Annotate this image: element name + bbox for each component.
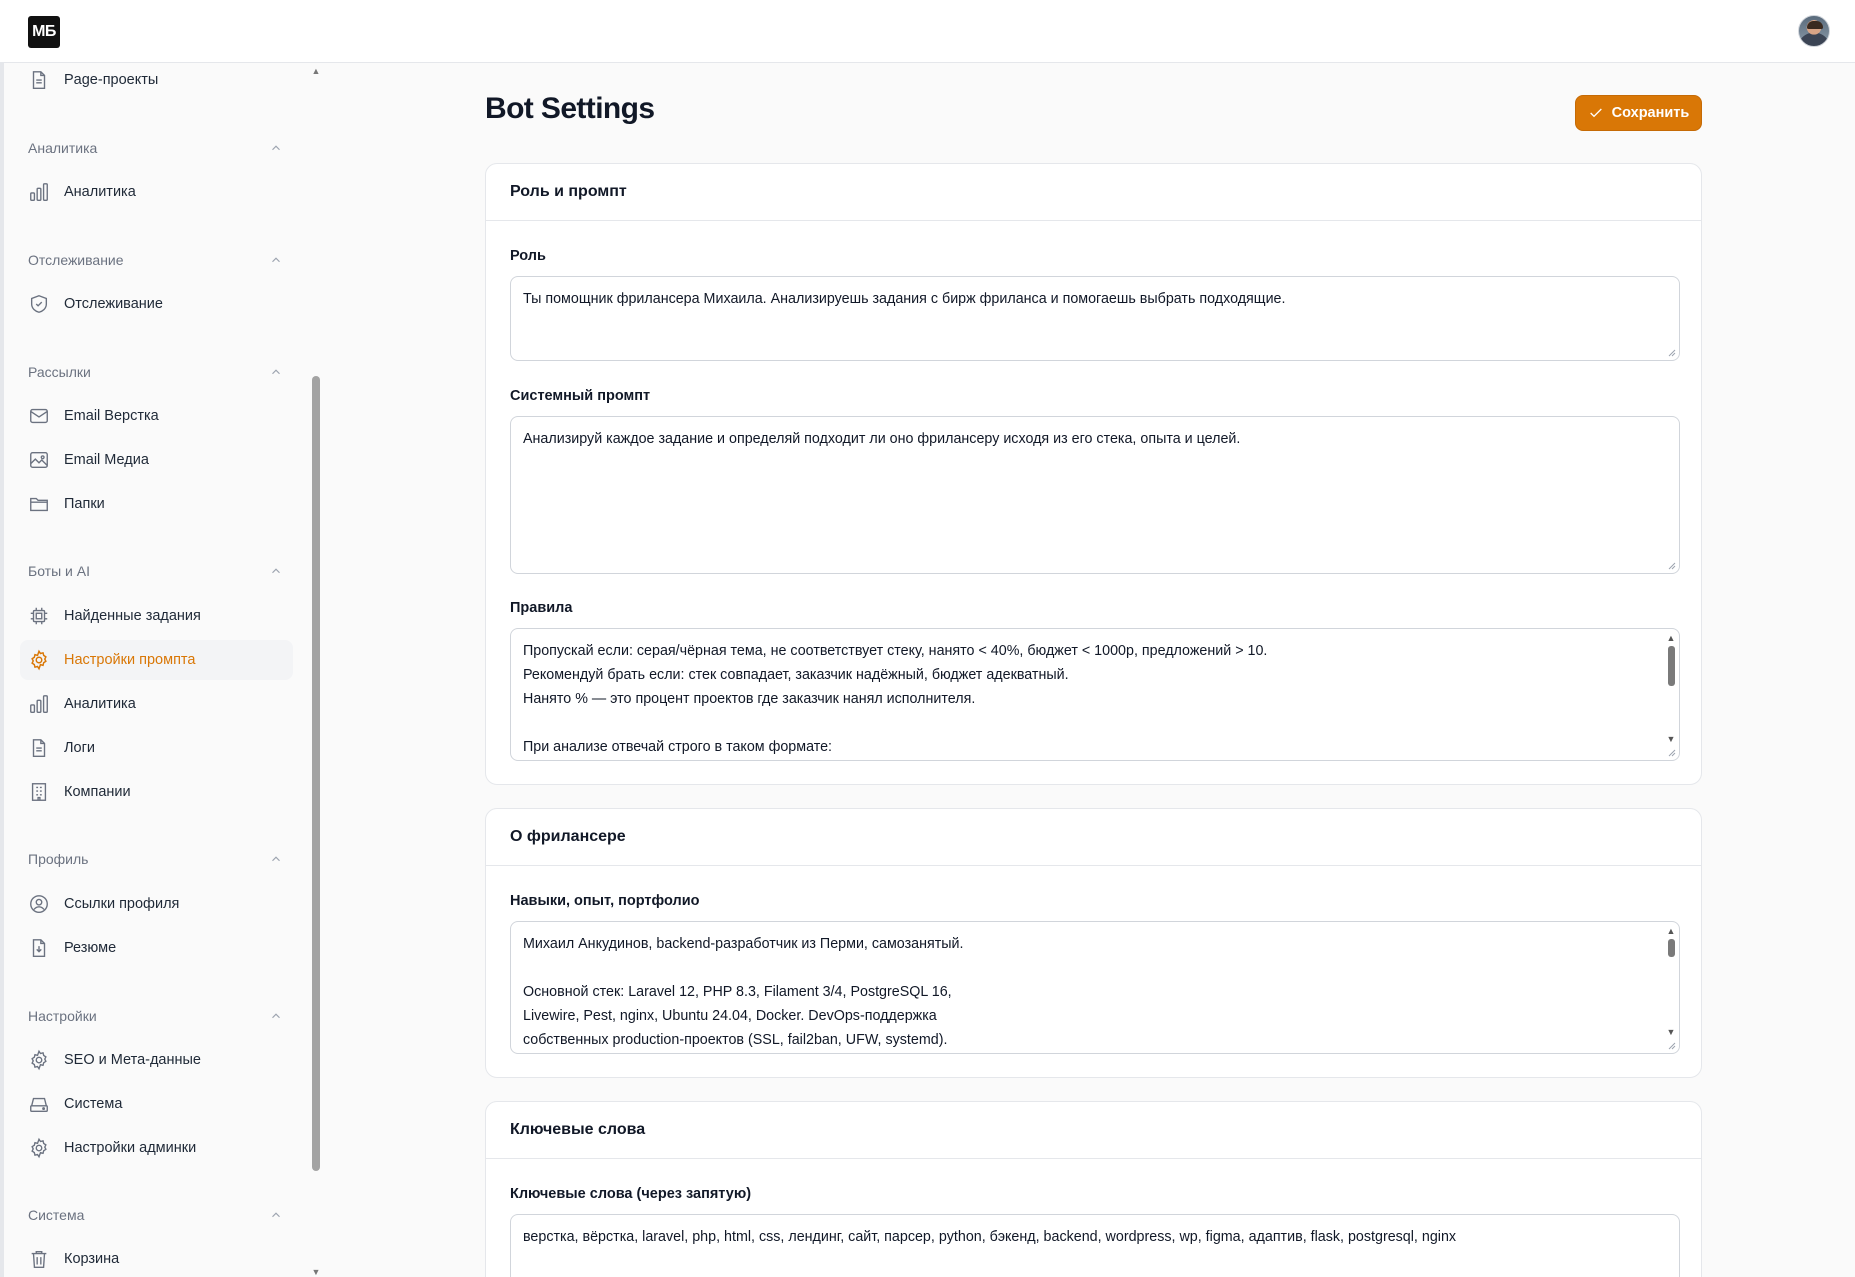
- system-prompt-textarea[interactable]: [510, 416, 1680, 574]
- role-label: Роль: [510, 248, 546, 264]
- sidebar-item-label: Ссылки профиля: [64, 896, 180, 912]
- sidebar-item-label: Аналитика: [64, 184, 136, 200]
- sidebar-group-mailings[interactable]: [28, 361, 283, 383]
- resize-handle-icon[interactable]: [1666, 347, 1676, 357]
- keywords-textarea[interactable]: [510, 1214, 1680, 1277]
- shield-check-icon: [28, 293, 50, 315]
- chevron-up-icon[interactable]: [269, 1208, 283, 1222]
- envelope-icon: [28, 405, 50, 427]
- scroll-down-icon[interactable]: ▼: [1666, 1027, 1676, 1037]
- sidebar-item-label: Найденные задания: [64, 608, 201, 624]
- resize-handle-icon[interactable]: [1666, 747, 1676, 757]
- sidebar-group-analytics[interactable]: [28, 137, 283, 159]
- rules-label: Правила: [510, 600, 573, 616]
- sidebar-item-trash[interactable]: [20, 1240, 293, 1277]
- sidebar-group-bots-ai[interactable]: [28, 560, 283, 582]
- scroll-up-icon[interactable]: ▲: [1666, 633, 1676, 643]
- sidebar-item-system[interactable]: [20, 1084, 293, 1124]
- rules-line: При анализе отвечай строго в таком формате:: [523, 739, 833, 755]
- rules-scroll-thumb[interactable]: [1668, 646, 1675, 686]
- sidebar-item-logs[interactable]: [20, 728, 293, 768]
- sidebar-item-seo[interactable]: [20, 1040, 293, 1080]
- resize-handle-icon[interactable]: [1666, 560, 1676, 570]
- chevron-up-icon[interactable]: [269, 365, 283, 379]
- sidebar-item-label: Настройки промпта: [64, 652, 196, 668]
- folder-icon: [28, 493, 50, 515]
- image-icon: [28, 449, 50, 471]
- keywords-text: верстка, вёрстка, laravel, php, html, css, лендинг, сайт, парсер, python, бэкенд, backend, wordpress, wp, figma, адаптив, flask, postgresql, nginx: [523, 1229, 1457, 1245]
- sidebar-item-profile-links[interactable]: [20, 884, 293, 924]
- top-bar: [0, 0, 1855, 63]
- sidebar-group-settings[interactable]: [28, 1005, 283, 1027]
- sidebar-group-title: Боты и AI: [28, 563, 90, 579]
- skills-label: Навыки, опыт, портфолио: [510, 893, 700, 909]
- sidebar-item-label: Папки: [64, 496, 105, 512]
- section-heading: Ключевые слова: [486, 1102, 1701, 1159]
- skills-scrollbar[interactable]: [1665, 925, 1677, 1038]
- section-heading: О фрилансере: [486, 809, 1701, 866]
- chevron-up-icon[interactable]: [269, 141, 283, 155]
- bar-chart-icon: [28, 693, 50, 715]
- sidebar-group-title: Профиль: [28, 851, 89, 867]
- chevron-up-icon[interactable]: [269, 564, 283, 578]
- sidebar-item-label: Корзина: [64, 1250, 120, 1267]
- sidebar-item-email-media[interactable]: [20, 440, 293, 480]
- check-icon: [1588, 105, 1604, 121]
- scroll-down-icon[interactable]: ▼: [1666, 734, 1676, 744]
- chevron-up-icon[interactable]: [269, 852, 283, 866]
- sidebar-item-analytics[interactable]: [20, 172, 293, 212]
- sidebar-group-tracking[interactable]: [28, 249, 283, 271]
- sidebar-item-label: Компании: [64, 784, 131, 800]
- keywords-label: Ключевые слова (через запятую): [510, 1186, 752, 1202]
- skills-line: собственных production-проектов (SSL, fail2ban, UFW, systemd).: [523, 1032, 948, 1048]
- document-icon: [28, 69, 50, 91]
- sidebar-scroll-thumb[interactable]: [312, 376, 320, 1171]
- resize-handle-icon[interactable]: [1666, 1040, 1676, 1050]
- system-prompt-text: Анализируй каждое задание и определяй подходит ли оно фрилансеру исходя из его стека, опыта и целей.: [523, 431, 1241, 447]
- save-button[interactable]: [1575, 95, 1702, 131]
- sidebar-group-title: Настройки: [28, 1008, 97, 1024]
- skills-textarea[interactable]: [510, 921, 1680, 1054]
- chevron-up-icon[interactable]: [269, 1009, 283, 1023]
- sidebar-item-email-layout[interactable]: [20, 396, 293, 436]
- skills-line: Михаил Анкудинов, backend-разработчик из Перми, самозанятый.: [523, 936, 964, 952]
- gear-icon: [28, 1137, 50, 1159]
- sidebar-group-system[interactable]: [28, 1204, 283, 1226]
- app-logo[interactable]: МБ: [28, 16, 60, 48]
- sidebar-item-found-tasks[interactable]: [20, 596, 293, 636]
- skills-line: [523, 956, 1667, 980]
- sidebar-group-profile[interactable]: [28, 848, 283, 870]
- skills-line: Основной стек: Laravel 12, PHP 8.3, Filament 3/4, PostgreSQL 16,: [523, 984, 952, 1000]
- sidebar-group-title: Система: [28, 1207, 85, 1223]
- trash-icon: [28, 1248, 50, 1270]
- skills-line: Livewire, Pest, nginx, Ubuntu 24.04, Docker. DevOps-поддержка: [523, 1008, 937, 1024]
- skills-scroll-thumb[interactable]: [1668, 939, 1675, 957]
- sidebar-item-bot-analytics[interactable]: [20, 684, 293, 724]
- rules-line: Нанято % — это процент проектов где заказчик нанял исполнителя.: [523, 691, 976, 707]
- keywords-section: [485, 1101, 1702, 1277]
- sidebar-group-title: Отслеживание: [28, 252, 124, 268]
- sidebar-item-admin-settings[interactable]: [20, 1128, 293, 1168]
- sidebar-item-label: Email Верстка: [64, 408, 159, 424]
- server-icon: [28, 1093, 50, 1115]
- sidebar-item-label: Настройки админки: [64, 1140, 197, 1156]
- role-textarea[interactable]: [510, 276, 1680, 361]
- sidebar-item-label: Page-проекты: [64, 72, 159, 88]
- avatar[interactable]: [1798, 15, 1830, 47]
- sidebar-item-label: Логи: [64, 740, 95, 756]
- role-text: Ты помощник фрилансера Михаила. Анализируешь задания с бирж фриланса и помогаешь выбрать подходящие.: [523, 291, 1286, 307]
- sidebar-item-label: Email Медиа: [64, 452, 149, 468]
- sidebar-scrollbar[interactable]: [311, 66, 321, 1277]
- scroll-up-icon[interactable]: ▲: [1666, 926, 1676, 936]
- rules-scrollbar[interactable]: [1665, 632, 1677, 745]
- rules-line: [523, 711, 1667, 735]
- save-button-label: Сохранить: [1611, 105, 1690, 121]
- user-circle-icon: [28, 893, 50, 915]
- scroll-down-icon[interactable]: ▼: [311, 1267, 321, 1277]
- rules-textarea[interactable]: [510, 628, 1680, 761]
- cpu-chip-icon: [28, 605, 50, 627]
- page-title: Bot Settings: [485, 92, 655, 125]
- bar-chart-icon: [28, 181, 50, 203]
- section-heading: Роль и промпт: [486, 164, 1701, 221]
- sidebar-item-label: Отслеживание: [64, 296, 163, 312]
- chevron-up-icon[interactable]: [269, 253, 283, 267]
- sidebar-group-title: Рассылки: [28, 364, 91, 380]
- freelancer-section: [485, 808, 1702, 1078]
- sidebar-item-folders[interactable]: [20, 484, 293, 524]
- document-download-icon: [28, 937, 50, 959]
- sidebar-item-companies[interactable]: [20, 772, 293, 812]
- building-icon: [28, 781, 50, 803]
- rules-line: Рекомендуй брать если: стек совпадает, заказчик надёжный, бюджет адекватный.: [523, 667, 1069, 683]
- role-prompt-section: [485, 163, 1702, 785]
- sidebar-item-page-projects[interactable]: [20, 60, 293, 100]
- sidebar-item-label: Резюме: [64, 940, 117, 956]
- sidebar-group-title: Аналитика: [28, 140, 98, 156]
- sidebar-item-label: Система: [64, 1096, 123, 1112]
- sidebar-item-resume[interactable]: [20, 928, 293, 968]
- sidebar-item-tracking[interactable]: [20, 284, 293, 324]
- document-icon: [28, 737, 50, 759]
- system-prompt-label: Системный промпт: [510, 388, 651, 404]
- scroll-up-icon[interactable]: ▲: [311, 66, 321, 76]
- gear-icon: [28, 1049, 50, 1071]
- rules-line: Пропускай если: серая/чёрная тема, не соответствует стеку, нанято < 40%, бюджет < 1000р, предложений > 10.: [523, 643, 1268, 659]
- sidebar-item-prompt-settings[interactable]: [20, 640, 293, 680]
- sidebar-item-label: Аналитика: [64, 696, 136, 712]
- sidebar-item-label: SEO и Мета-данные: [64, 1052, 201, 1068]
- gear-icon: [28, 649, 50, 671]
